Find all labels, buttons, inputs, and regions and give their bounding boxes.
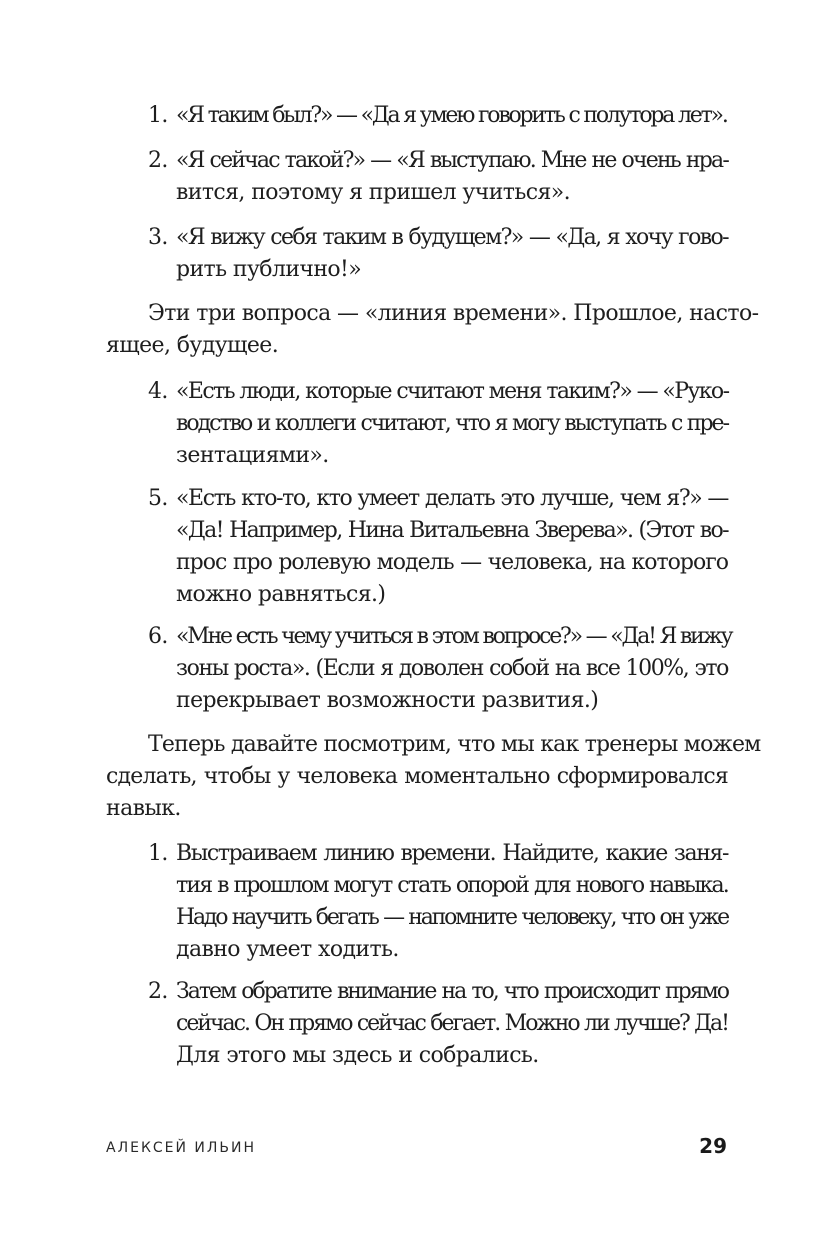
list-item-line: водство и коллеги считают, что я могу выступать с пре- [176,411,728,436]
list-item-number: 3. [148,225,168,250]
list-item-line: Для этого мы здесь и собрались. [176,1043,539,1068]
paragraph-line: ящее, будущее. [106,333,279,358]
list-item-number: 6. [148,624,168,649]
list-item-number: 2. [148,148,168,173]
footer-author: АЛЕКСЕЙ ИЛЬИН [106,1140,257,1156]
list-item-line: «Я вижу себя таким в будущем?» — «Да, я хочу гово- [176,225,728,250]
page-number: 29 [699,1134,727,1158]
list-item-line: «Я таким был?» — «Да я умею говорить с полутора лет». [176,103,727,128]
paragraph-line: Теперь давайте посмотрим, что мы как тренеры можем [148,732,761,757]
list-item-line: рить публично!» [176,257,362,282]
paragraph-line: сделать, чтобы у человека моментально сформировался [106,764,728,789]
list-item-number: 2. [148,979,168,1004]
list-item-line: Выстраиваем линию времени. Найдите, какие заня- [176,841,728,866]
paragraph-line: навык. [106,796,181,821]
list-item-number: 1. [148,841,168,866]
list-item-line: вится, поэтому я пришел учиться». [176,180,570,205]
list-item-line: «Я сейчас такой?» — «Я выступаю. Мне не очень нра- [176,148,728,173]
list-item-line: Надо научить бегать — напомните человеку, что он уже [176,905,728,930]
list-item-line: «Есть люди, которые считают меня таким?» — «Руко- [176,379,729,404]
list-item-line: можно равняться.) [176,582,386,607]
list-item-line: «Да! Например, Нина Витальевна Зверева». (Этот во- [176,518,728,543]
list-item-line: «Мне есть чему учиться в этом вопросе?» — «Да! Я вижу [176,624,732,649]
list-item-line: прос про ролевую модель — человека, на которого [176,550,728,575]
list-item-line: перекрывает возможности развития.) [176,688,599,713]
list-item-line: зоны роста». (Если я доволен собой на все 100%, это [176,656,728,681]
list-item-line: зентациями». [176,443,329,468]
list-item-line: сейчас. Он прямо сейчас бегает. Можно ли лучше? Да! [176,1011,728,1036]
paragraph-line: Эти три вопроса — «линия времени». Прошлое, насто- [148,301,759,326]
list-item-number: 1. [148,103,168,128]
list-item-number: 5. [148,486,168,511]
list-item-number: 4. [148,379,168,404]
list-item-line: «Есть кто-то, кто умеет делать это лучше, чем я?» — [176,486,728,511]
list-item-line: Затем обратите внимание на то, что происходит прямо [176,979,728,1004]
list-item-line: тия в прошлом могут стать опорой для нового навыка. [176,873,728,898]
list-item-line: давно умеет ходить. [176,937,399,962]
